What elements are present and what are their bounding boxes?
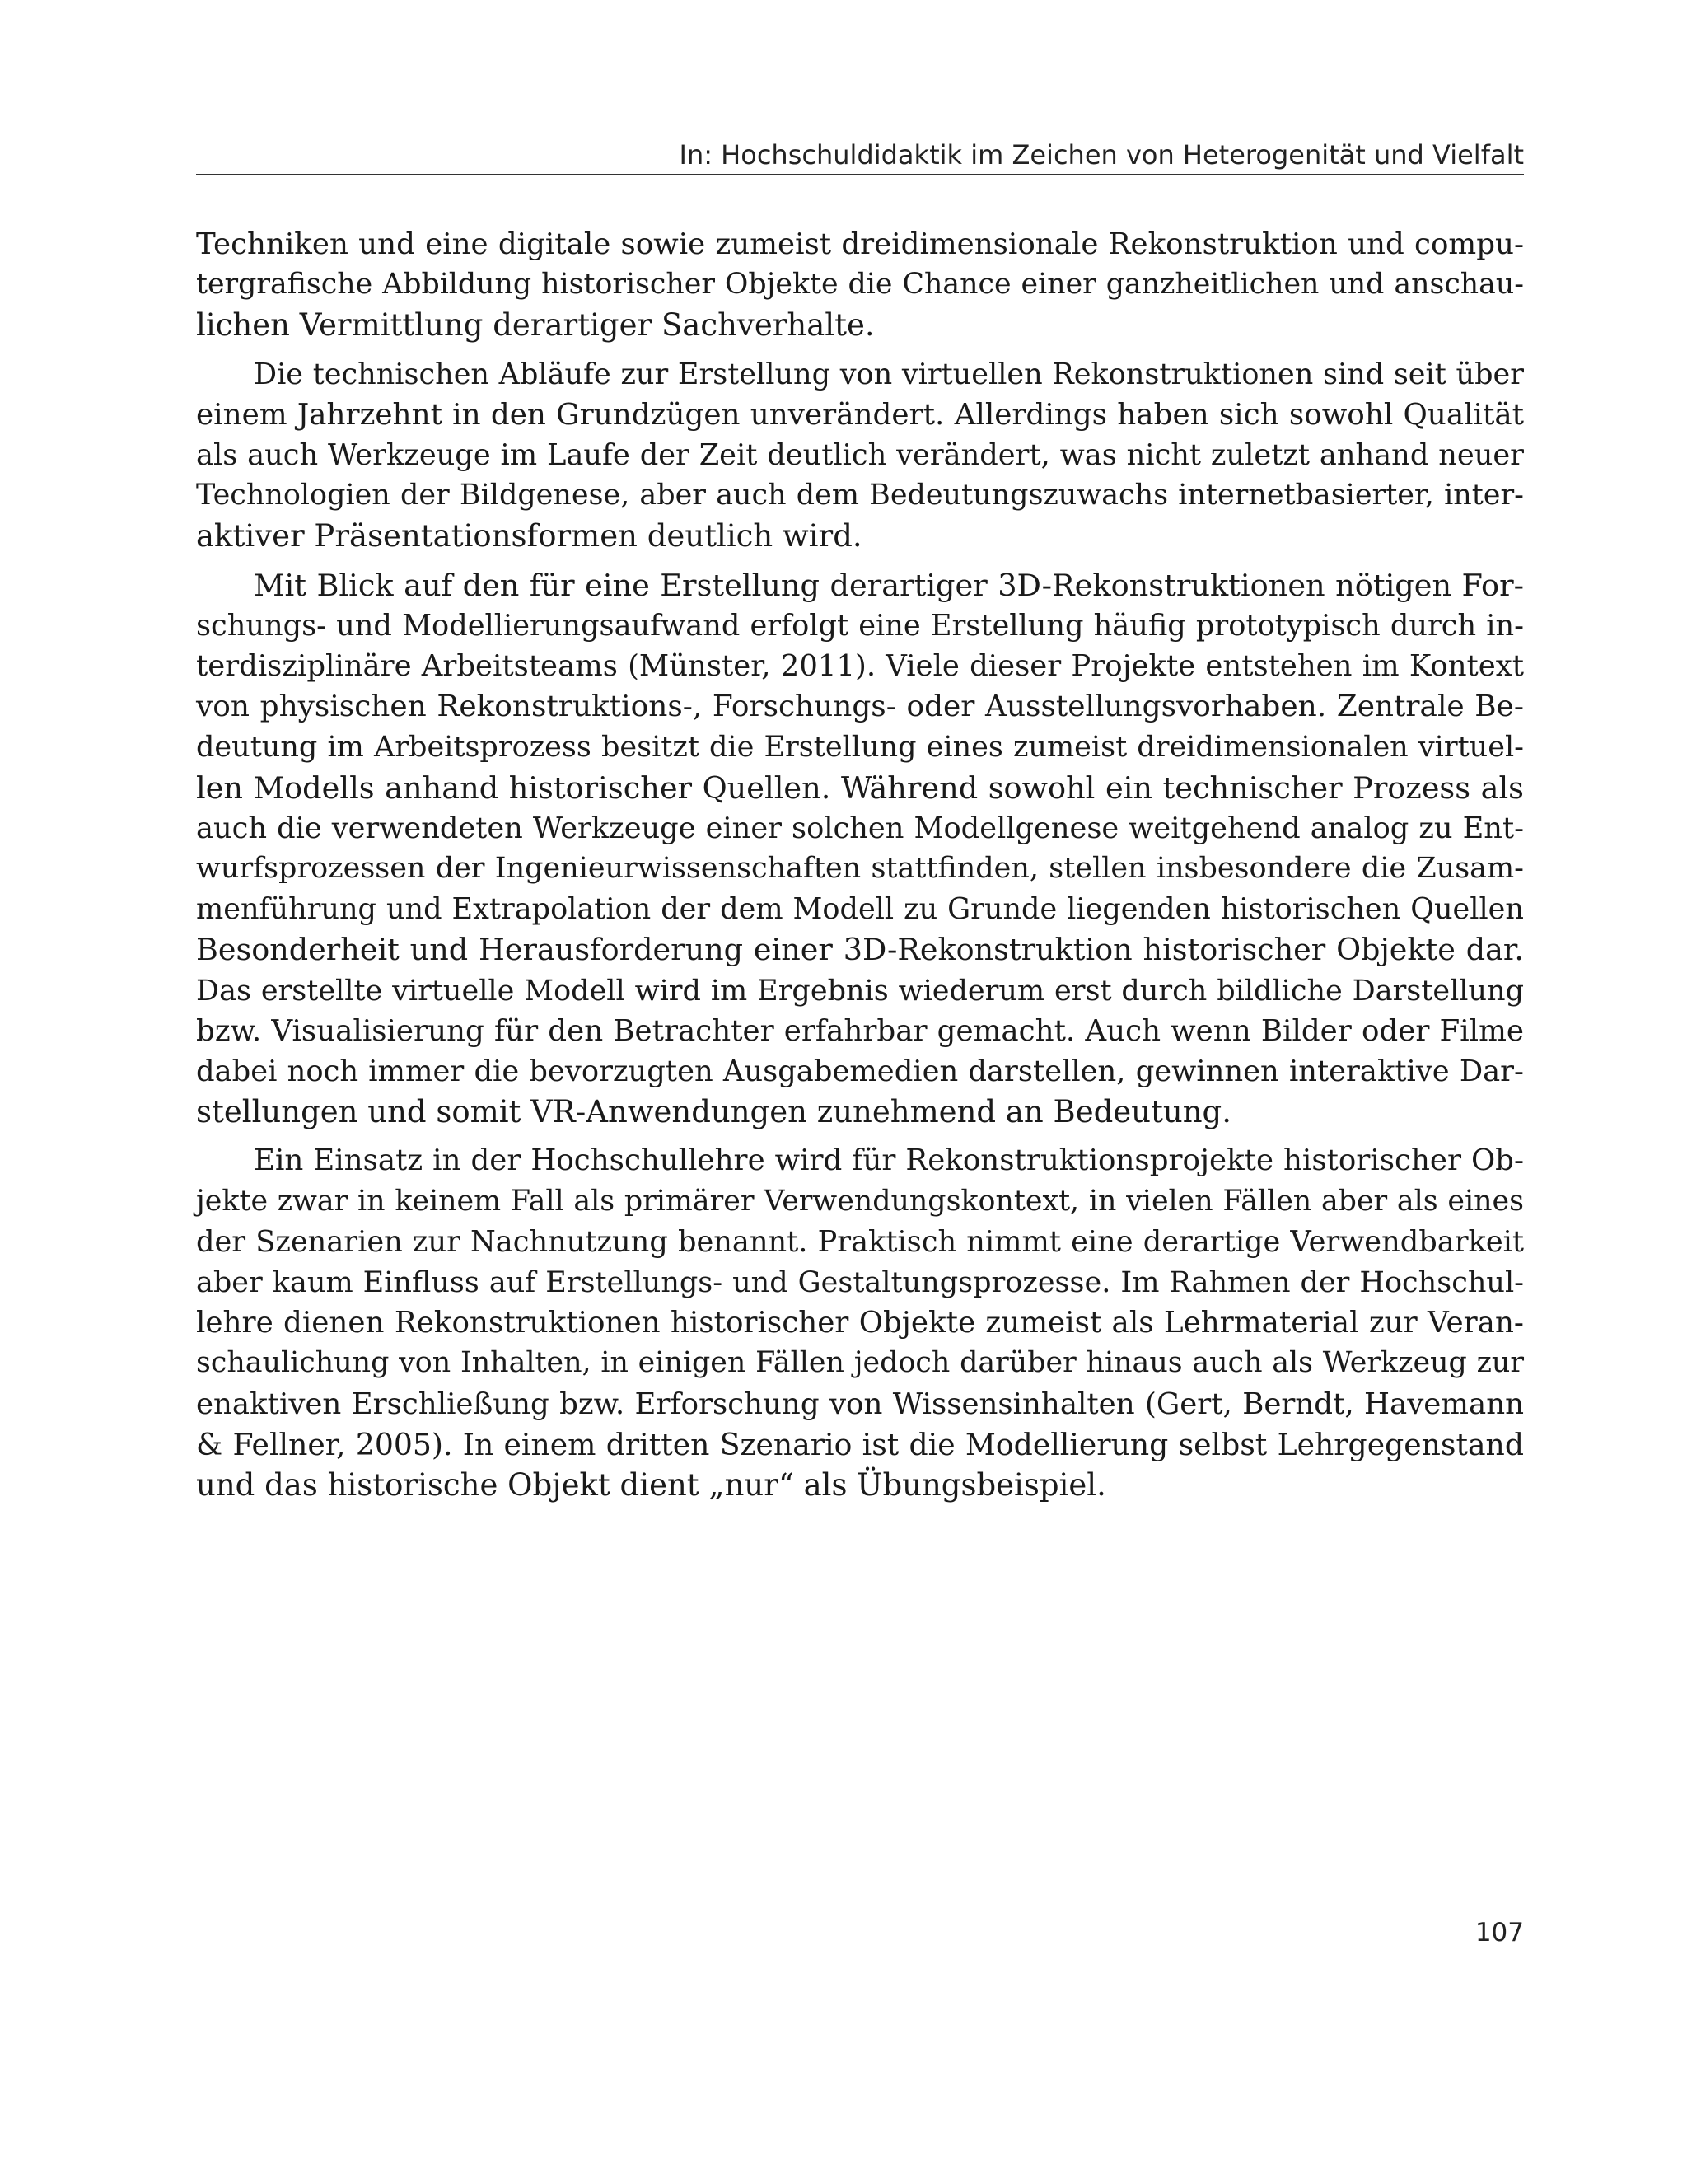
text-line: und das historische Objekt dient „nur“ als Übungsbeispiel. — [196, 1467, 1106, 1504]
text-line: enaktiven Erschließung bzw. Erforschung von Wissensinhalten (Gert, Berndt, Havemann — [196, 1387, 1524, 1421]
text-line: auch die verwendeten Werkzeuge einer solchen Modellgenese weitgehend analog zu Ent- — [196, 811, 1524, 845]
paragraph-3 — [196, 565, 1524, 1133]
text-line: terdisziplinäre Arbeitsteams (Münster, 2011). Viele dieser Projekte entstehen im Kontext — [196, 649, 1524, 684]
text-line: als auch Werkzeuge im Laufe der Zeit deutlich verändert, was nicht zuletzt anhand neuer — [196, 438, 1524, 473]
text-line: jekte zwar in keinem Fall als primärer Verwendungskontext, in vielen Fällen aber als eines — [196, 1184, 1524, 1218]
text-line: aktiver Präsentationsformen deutlich wird. — [196, 518, 862, 554]
paragraph-2 — [196, 354, 1524, 557]
text-line: deutung im Arbeitsprozess besitzt die Erstellung eines zumeist dreidimensionalen virtuel- — [196, 730, 1524, 765]
text-line: len Modells anhand historischer Quellen. Während sowohl ein technischer Prozess als — [196, 769, 1524, 806]
text-line: bzw. Visualisierung für den Betrachter erfahrbar gemacht. Auch wenn Bilder oder Filme — [196, 1013, 1524, 1048]
text-line: Mit Blick auf den für eine Erstellung derartiger 3D-Rekonstruktionen nötigen For- — [254, 567, 1524, 603]
text-line: schaulichung von Inhalten, in einigen Fällen jedoch darüber hinaus auch als Werkzeug zur — [196, 1346, 1524, 1380]
text-line: Technologien der Bildgenese, aber auch dem Bedeutungszuwachs internetbasierter, inter- — [196, 479, 1524, 512]
text-line: schungs- und Modellierungsaufwand erfolgt eine Erstellung häufig prototypisch durch in- — [196, 608, 1524, 643]
paragraph-1 — [196, 224, 1524, 346]
body-text — [196, 224, 1524, 1505]
text-line: Besonderheit und Herausforderung einer 3D-Rekonstruktion historischer Objekte dar. — [196, 932, 1524, 968]
text-line: dabei noch immer die bevorzugten Ausgabemedien darstellen, gewinnen interaktive Dar- — [196, 1055, 1524, 1089]
paragraph-4 — [196, 1140, 1524, 1505]
text-line: von physischen Rekonstruktions-, Forschungs- oder Ausstellungsvorhaben. Zentrale Be- — [196, 690, 1524, 724]
text-line: menführung und Extrapolation der dem Modell zu Grunde liegenden historischen Quellen — [196, 892, 1524, 927]
text-line: Techniken und eine digitale sowie zumeist dreidimensionale Rekonstruktion und compu- — [196, 227, 1524, 261]
text-line: & Fellner, 2005). In einem dritten Szenario ist die Modellierung selbst Lehrgegenstand — [196, 1426, 1524, 1462]
text-line: einem Jahrzehnt in den Grundzügen unverändert. Allerdings haben sich sowohl Qualität — [196, 397, 1524, 432]
running-header: In: Hochschuldidaktik im Zeichen von Heterogenität und Vielfalt — [679, 139, 1524, 171]
page-number: 107 — [1474, 1918, 1524, 1948]
text-line: Das erstellte virtuelle Modell wird im Ergebnis wiederum erst durch bildliche Darstellung — [196, 973, 1524, 1008]
text-line: stellungen und somit VR-Anwendungen zunehmend an Bedeutung. — [196, 1094, 1231, 1130]
text-line: Ein Einsatz in der Hochschullehre wird für Rekonstruktionsprojekte historischer Ob- — [254, 1143, 1524, 1178]
text-line: lehre dienen Rekonstruktionen historischer Objekte zumeist als Lehrmaterial zur Veran- — [196, 1306, 1524, 1340]
text-line: der Szenarien zur Nachnutzung benannt. Praktisch nimmt eine derartige Verwendbarkeit — [196, 1224, 1524, 1259]
header-rule — [196, 174, 1524, 175]
text-line: tergrafische Abbildung historischer Objekte die Chance einer ganzheitlichen und anschau- — [196, 268, 1524, 302]
text-line: Die technischen Abläufe zur Erstellung von virtuellen Rekonstruktionen sind seit über — [254, 357, 1524, 391]
text-line: wurfsprozessen der Ingenieurwissenschaften stattfinden, stellen insbesondere die Zusam- — [196, 852, 1524, 886]
text-line: lichen Vermittlung derartiger Sachverhalte. — [196, 307, 875, 344]
text-line: aber kaum Einfluss auf Erstellungs- und Gestaltungsprozesse. Im Rahmen der Hochschul- — [196, 1265, 1524, 1300]
